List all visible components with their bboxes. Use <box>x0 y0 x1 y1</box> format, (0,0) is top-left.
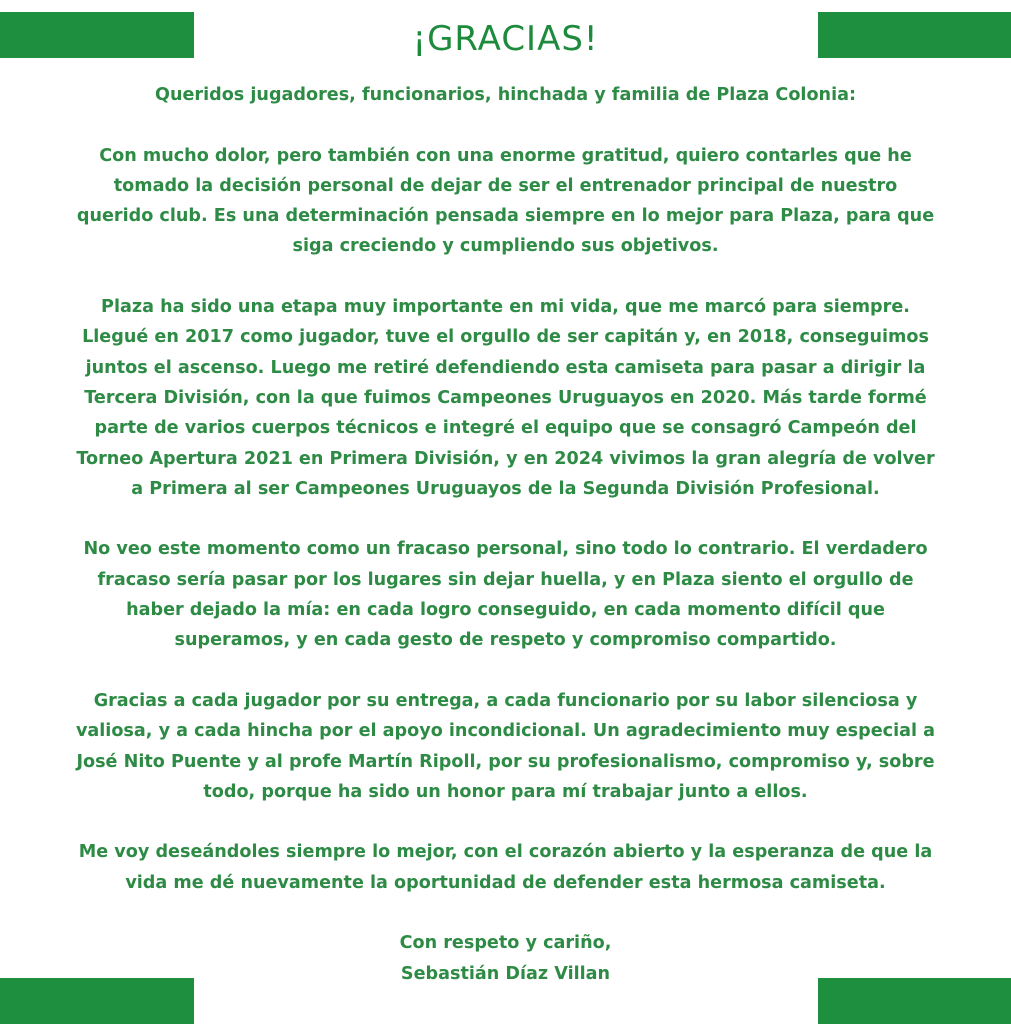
text-line: a Primera al ser Campeones Uruguayos de la Segunda División Profesional. <box>131 478 880 499</box>
greeting: Queridos jugadores, funcionarios, hinchada y familia de Plaza Colonia: <box>154 85 857 105</box>
text-line: vida me dé nuevamente la oportunidad de defender esta hermosa camiseta. <box>125 872 886 893</box>
signoff <box>16 928 995 989</box>
text-line: Con mucho dolor, pero también con una enorme gratitud, quiero contarles que he <box>99 145 912 166</box>
text-line: No veo este momento como un fracaso personal, sino todo lo contrario. El verdadero <box>83 539 928 560</box>
text-line: todo, porque ha sido un honor para mí trabajar junto a ellos. <box>203 781 808 802</box>
paragraph-3 <box>16 534 995 655</box>
paragraph-5 <box>16 837 995 898</box>
text-line: José Nito Puente y al profe Martín Ripoll, por su profesionalismo, compromiso y, sobre <box>76 751 935 772</box>
paragraph-2 <box>16 292 995 504</box>
paragraph-1 <box>16 141 995 262</box>
paragraph-4 <box>16 686 995 807</box>
text-line: haber dejado la mía: en cada logro conseguido, en cada momento difícil que <box>126 600 885 621</box>
text-line: juntos el ascenso. Luego me retiré defendiendo esta camiseta para pasar a dirigir la <box>85 357 926 378</box>
text-line: Gracias a cada jugador por su entrega, a cada funcionario por su labor silenciosa y <box>93 690 918 711</box>
text-line: Tercera División, con la que fuimos Campeones Uruguayos en 2020. Más tarde formé <box>84 387 927 408</box>
signature: Sebastián Díaz Villan <box>400 963 611 984</box>
page-title: ¡GRACIAS! <box>412 19 599 59</box>
text-line: querido club. Es una determinación pensada siempre en lo mejor para Plaza, para que <box>76 206 935 227</box>
text-line: Me voy deseándoles siempre lo mejor, con el corazón abierto y la esperanza de que la <box>78 842 933 863</box>
text-line: Llegué en 2017 como jugador, tuve el orgullo de ser capitán y, en 2018, conseguimos <box>82 327 929 348</box>
text-line: Plaza ha sido una etapa muy importante en mi vida, que me marcó para siempre. <box>101 297 910 318</box>
text-line: siga creciendo y cumpliendo sus objetivos. <box>292 236 719 257</box>
text-line: valiosa, y a cada hincha por el apoyo incondicional. Un agradecimiento muy especial a <box>75 721 936 742</box>
closing: Con respeto y cariño, <box>399 933 612 954</box>
text-line: superamos, y en cada gesto de respeto y compromiso compartido. <box>174 630 837 651</box>
text-line: tomado la decisión personal de dejar de ser el entrenador principal de nuestro <box>113 175 898 196</box>
text-line: fracaso sería pasar por los lugares sin dejar huella, y en Plaza siento el orgullo de <box>97 569 914 590</box>
text-line: parte de varios cuerpos técnicos e integré el equipo que se consagró Campeón del <box>94 418 917 439</box>
letter-body <box>16 80 995 989</box>
text-line: Torneo Apertura 2021 en Primera División, y en 2024 vivimos la gran alegría de volver <box>76 448 935 469</box>
